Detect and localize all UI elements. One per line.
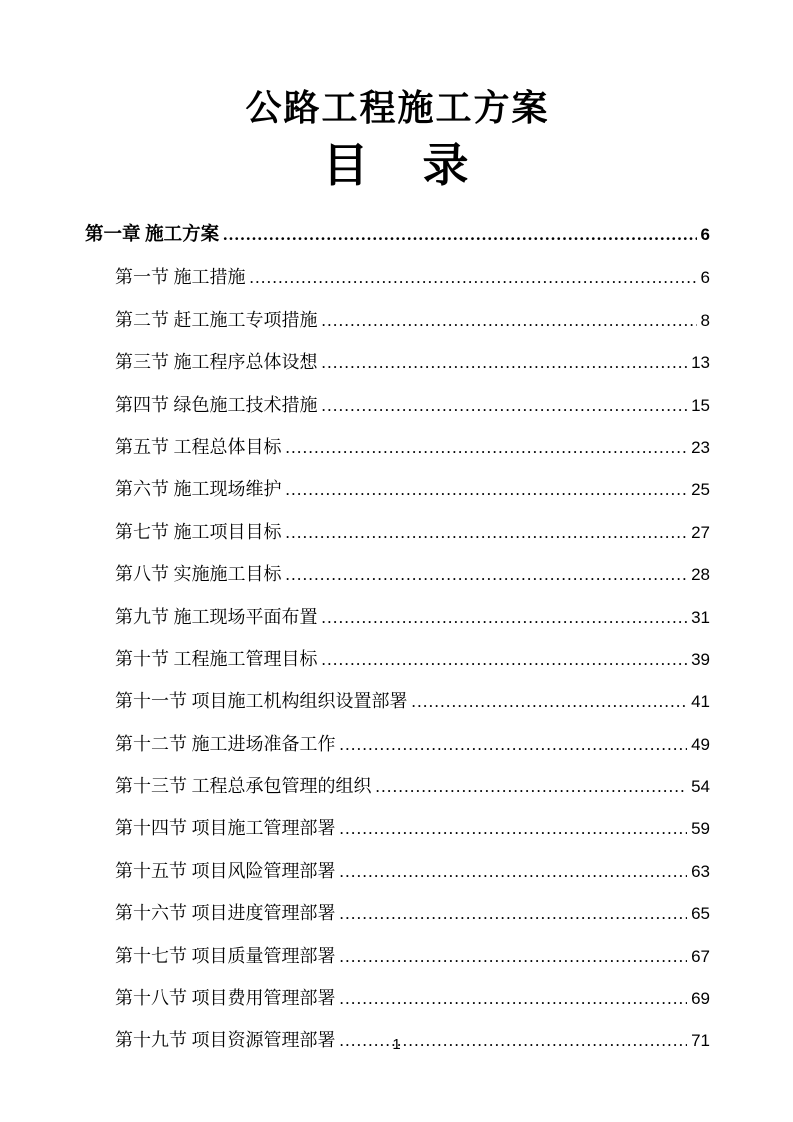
toc-entry-page: 69	[691, 989, 710, 1009]
toc-section-entry[interactable]	[85, 341, 710, 383]
dot-leader	[322, 639, 688, 681]
dot-leader	[322, 597, 688, 639]
dot-leader	[223, 214, 696, 256]
toc-section-entry[interactable]	[85, 638, 710, 680]
dot-leader	[340, 936, 688, 978]
toc-entry-page: 23	[691, 437, 710, 457]
dot-leader	[340, 978, 688, 1020]
dot-leader	[286, 512, 688, 554]
toc-section-entry[interactable]	[85, 511, 710, 553]
toc-section-entry[interactable]	[85, 384, 710, 426]
toc-entry-label: 第二节 赶工施工专项措施	[115, 309, 318, 330]
toc-section-entry[interactable]	[85, 553, 710, 595]
toc-entry-page: 25	[691, 480, 710, 500]
toc-section-entry[interactable]	[85, 977, 710, 1019]
toc-section-entry[interactable]	[85, 935, 710, 977]
toc-section-entry[interactable]	[85, 765, 710, 807]
dot-leader	[250, 257, 697, 299]
dot-leader	[322, 385, 688, 427]
toc-entry-page: 67	[691, 946, 710, 966]
toc-entry-label: 第十七节 项目质量管理部署	[115, 945, 336, 966]
toc-entry-label: 第四节 绿色施工技术措施	[115, 394, 318, 415]
toc-section-entry[interactable]	[85, 426, 710, 468]
toc-section-entry[interactable]	[85, 892, 710, 934]
toc-entry-label: 第十五节 项目风险管理部署	[115, 860, 336, 881]
dot-leader	[322, 300, 697, 342]
toc-heading: 目 录	[322, 140, 473, 192]
dot-leader	[286, 469, 688, 511]
toc-entry-label: 第九节 施工现场平面布置	[115, 606, 318, 627]
footer-page-number: 1	[392, 1036, 401, 1053]
dot-leader	[322, 342, 688, 384]
toc-entry-page: 13	[691, 353, 710, 373]
toc-entry-label: 第十四节 项目施工管理部署	[115, 818, 336, 839]
toc-chapter-entry[interactable]	[85, 214, 710, 256]
toc-entry-page: 6	[700, 268, 710, 288]
toc-entry-label: 第三节 施工程序总体设想	[115, 352, 318, 373]
toc-entry-page: 27	[691, 522, 710, 542]
toc-entry-page: 63	[691, 861, 710, 881]
dot-leader	[286, 554, 688, 596]
toc-entry-page: 41	[691, 692, 710, 712]
toc-section-entry[interactable]	[85, 807, 710, 849]
dot-leader	[340, 851, 688, 893]
dot-leader	[412, 681, 688, 723]
toc-entry-label: 第八节 实施施工目标	[115, 564, 282, 585]
toc-section-entry[interactable]	[85, 256, 710, 298]
dot-leader	[376, 766, 688, 808]
dot-leader	[340, 893, 688, 935]
toc-entry-page: 54	[691, 777, 710, 797]
toc-entry-page: 49	[691, 734, 710, 754]
toc-entry-page: 6	[700, 224, 710, 244]
toc-section-entry[interactable]	[85, 468, 710, 510]
toc-entry-page: 15	[691, 395, 710, 415]
toc-entry-page: 59	[691, 819, 710, 839]
toc-entry-page: 28	[691, 565, 710, 585]
toc-section-entry[interactable]	[85, 299, 710, 341]
toc-entry-label: 第十九节 项目资源管理部署	[115, 1030, 336, 1051]
toc-section-entry[interactable]	[85, 596, 710, 638]
toc-entry-label: 第一节 施工措施	[115, 267, 246, 288]
toc-entry-page: 65	[691, 904, 710, 924]
dot-leader	[286, 427, 688, 469]
toc-entry-label: 第十八节 项目费用管理部署	[115, 988, 336, 1009]
toc-entry-label: 第十二节 施工进场准备工作	[115, 733, 336, 754]
toc-section-entry[interactable]	[85, 723, 710, 765]
toc-entry-page: 71	[691, 1031, 710, 1051]
toc-entry-label: 第五节 工程总体目标	[115, 436, 282, 457]
toc-entry-page: 8	[700, 310, 710, 330]
toc-entry-page: 31	[691, 607, 710, 627]
toc-entry-label: 第七节 施工项目目标	[115, 521, 282, 542]
document-title: 公路工程施工方案	[245, 88, 550, 128]
toc-sections	[85, 256, 710, 1061]
dot-leader	[340, 724, 688, 766]
toc-entry-page: 39	[691, 649, 710, 669]
toc-entry-label: 第十三节 工程总承包管理的组织	[115, 776, 372, 797]
toc-entry-label: 第十节 工程施工管理目标	[115, 648, 318, 669]
dot-leader	[340, 808, 688, 850]
toc-section-entry[interactable]	[85, 680, 710, 722]
table-of-contents	[85, 214, 710, 1062]
toc-entry-label: 第六节 施工现场维护	[115, 479, 282, 500]
toc-entry-label: 第十一节 项目施工机构组织设置部署	[115, 691, 408, 712]
toc-entry-label: 第一章 施工方案	[85, 224, 220, 245]
toc-section-entry[interactable]	[85, 850, 710, 892]
toc-entry-label: 第十六节 项目进度管理部署	[115, 903, 336, 924]
